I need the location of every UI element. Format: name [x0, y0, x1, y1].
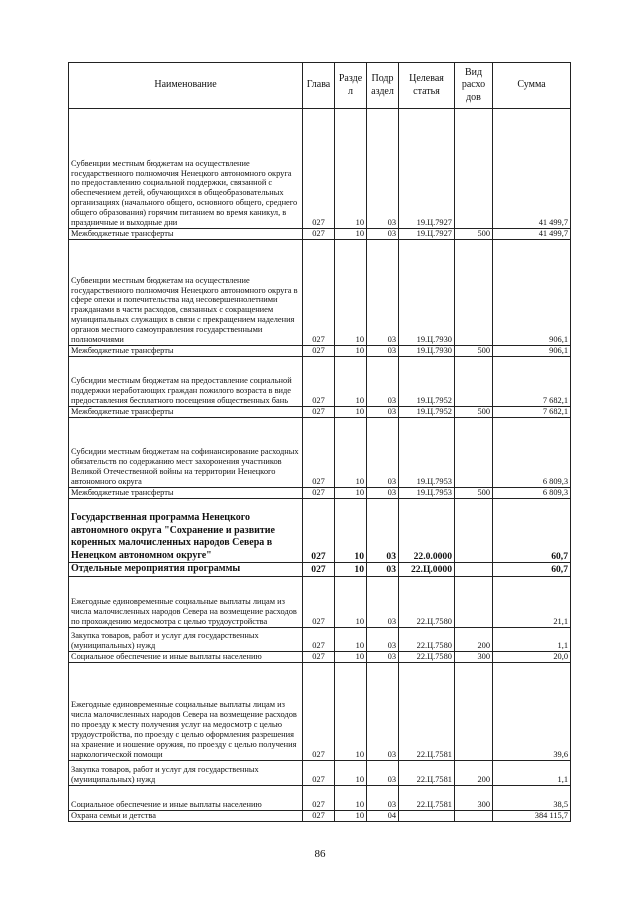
row-name: Межбюджетные трансферты [69, 229, 303, 240]
row-chapter: 027 [303, 627, 335, 651]
row-amount: 6 809,3 [493, 418, 571, 488]
row-subsection: 03 [367, 357, 399, 407]
row-section: 10 [335, 810, 367, 821]
row-amount: 6 809,3 [493, 488, 571, 499]
row-article: 19.Ц.7927 [399, 229, 455, 240]
col-header-expense-type: Вид расхо дов [455, 63, 493, 109]
table-row [69, 651, 571, 662]
table-row [69, 240, 571, 346]
row-subsection: 03 [367, 407, 399, 418]
row-expense-type: 200 [455, 760, 493, 785]
budget-sheet [68, 62, 570, 822]
row-expense-type [455, 357, 493, 407]
row-name: Межбюджетные трансферты [69, 346, 303, 357]
row-amount: 7 682,1 [493, 357, 571, 407]
row-article: 19.Ц.7953 [399, 418, 455, 488]
row-chapter: 027 [303, 357, 335, 407]
row-expense-type [455, 662, 493, 760]
row-section: 10 [335, 229, 367, 240]
row-subsection: 04 [367, 810, 399, 821]
row-expense-type [455, 499, 493, 563]
row-section: 10 [335, 563, 367, 577]
table-row [69, 662, 571, 760]
row-section: 10 [335, 627, 367, 651]
row-chapter: 027 [303, 662, 335, 760]
budget-table [68, 62, 571, 822]
row-amount: 906,1 [493, 240, 571, 346]
row-expense-type [455, 576, 493, 627]
row-article: 19.Ц.7930 [399, 240, 455, 346]
row-name: Субсидии местным бюджетам на предоставление социальной поддержки неработающих граждан пожилого возраста в виде предоставления бесплатного посещения общественных бань [71, 376, 292, 406]
row-name: Межбюджетные трансферты [69, 407, 303, 418]
row-section: 10 [335, 760, 367, 785]
row-expense-type [455, 109, 493, 229]
row-expense-type [455, 240, 493, 346]
row-article: 19.Ц.7952 [399, 407, 455, 418]
table-row [69, 109, 571, 229]
row-amount: 39,6 [493, 662, 571, 760]
col-header-chapter: Глава [303, 63, 335, 109]
row-article: 22.Ц.7581 [399, 760, 455, 785]
table-row [69, 488, 571, 499]
row-chapter: 027 [303, 240, 335, 346]
table-row [69, 418, 571, 488]
row-chapter: 027 [303, 563, 335, 577]
row-article: 19.Ц.7927 [399, 109, 455, 229]
table-row [69, 760, 571, 785]
row-name: Ежегодные единовременные социальные выплаты лицам из числа малочисленных народов Севера на возмещение расходов по прохождению медосмотра с целью трудоустройства [71, 596, 297, 626]
row-chapter: 027 [303, 651, 335, 662]
row-chapter: 027 [303, 109, 335, 229]
table-row [69, 785, 571, 810]
row-article: 22.Ц.7580 [399, 576, 455, 627]
row-section: 10 [335, 109, 367, 229]
row-amount: 1,1 [493, 760, 571, 785]
row-section: 10 [335, 418, 367, 488]
row-article: 22.Ц.7580 [399, 627, 455, 651]
row-article: 19.Ц.7930 [399, 346, 455, 357]
row-subsection: 03 [367, 418, 399, 488]
row-name: Социальное обеспечение и иные выплаты населению [71, 799, 262, 809]
row-name: Отдельные мероприятия программы [69, 563, 303, 577]
row-article: 19.Ц.7953 [399, 488, 455, 499]
row-amount: 38,5 [493, 785, 571, 810]
row-amount: 60,7 [493, 563, 571, 577]
table-row [69, 499, 571, 563]
row-name: Охрана семьи и детства [69, 810, 303, 821]
row-article: 19.Ц.7952 [399, 357, 455, 407]
row-name: Ежегодные единовременные социальные выплаты лицам из числа малочисленных народов Севера на возмещение расходов по проезду к месту получения услуг на медосмотр с целью трудоустройства, по проезду с целью оформления разрешения на хранение и ношение оружия, по проезду с целью получения наркологической помощи [71, 700, 297, 759]
row-chapter: 027 [303, 407, 335, 418]
row-name: Субсидии местным бюджетам на софинансирование расходных обязательств по содержанию мест захоронения участников Великой Отечественной войны на территории Ненецкого автономного округа [71, 447, 299, 487]
row-subsection: 03 [367, 651, 399, 662]
row-chapter: 027 [303, 488, 335, 499]
row-expense-type: 500 [455, 488, 493, 499]
table-row [69, 627, 571, 651]
row-subsection: 03 [367, 499, 399, 563]
row-amount: 41 499,7 [493, 109, 571, 229]
col-header-article: Целевая статья [399, 63, 455, 109]
page-number: 86 [314, 848, 326, 860]
row-expense-type [455, 563, 493, 577]
row-article: 22.Ц.7581 [399, 662, 455, 760]
row-subsection: 03 [367, 488, 399, 499]
table-row [69, 810, 571, 821]
row-name: Государственная программа Ненецкого автономного округа "Сохранение и развитие коренных малочисленных народов Севера в Ненецком автономном округе" [71, 512, 275, 561]
row-chapter: 027 [303, 810, 335, 821]
row-subsection: 03 [367, 109, 399, 229]
row-amount: 7 682,1 [493, 407, 571, 418]
row-amount: 1,1 [493, 627, 571, 651]
row-chapter: 027 [303, 576, 335, 627]
row-name: Закупка товаров, работ и услуг для государственных (муниципальных) нужд [71, 764, 259, 784]
header-row [69, 63, 571, 109]
row-chapter: 027 [303, 785, 335, 810]
row-expense-type: 500 [455, 346, 493, 357]
col-header-section: Разде л [335, 63, 367, 109]
row-name: Субвенции местным бюджетам на осуществление государственного полномочия Ненецкого автономного округа в сфере опеки и попечительства над несовершеннолетними гражданами в части расходов, связанных с сокращением муниципальных служащих в связи с прекращением наделения органов местного самоуправления государственными полномочиями [71, 275, 298, 345]
row-article: 22.Ц.0000 [399, 563, 455, 577]
table-row [69, 576, 571, 627]
row-section: 10 [335, 240, 367, 346]
row-expense-type: 200 [455, 627, 493, 651]
row-chapter: 027 [303, 499, 335, 563]
row-name: Субвенции местным бюджетам на осуществление государственного полномочия Ненецкого автономного округа по предоставлению социальной поддержки, связанной с обеспечением детей, обучающихся в общеобразовательных организациях (начального общего, основного общего, среднего общего образования) горячим питанием во время каникул, в праздничные и выходные дни [71, 158, 298, 228]
row-subsection: 03 [367, 563, 399, 577]
table-row [69, 563, 571, 577]
row-name: Закупка товаров, работ и услуг для государственных (муниципальных) нужд [71, 630, 259, 650]
row-amount: 60,7 [493, 499, 571, 563]
row-subsection: 03 [367, 662, 399, 760]
row-chapter: 027 [303, 229, 335, 240]
row-subsection: 03 [367, 346, 399, 357]
row-section: 10 [335, 785, 367, 810]
row-section: 10 [335, 407, 367, 418]
row-amount: 384 115,7 [493, 810, 571, 821]
row-chapter: 027 [303, 760, 335, 785]
row-chapter: 027 [303, 346, 335, 357]
row-expense-type: 500 [455, 229, 493, 240]
row-subsection: 03 [367, 627, 399, 651]
row-subsection: 03 [367, 229, 399, 240]
row-expense-type: 500 [455, 407, 493, 418]
table-row [69, 229, 571, 240]
row-section: 10 [335, 662, 367, 760]
row-subsection: 03 [367, 760, 399, 785]
row-subsection: 03 [367, 785, 399, 810]
row-section: 10 [335, 499, 367, 563]
row-article: 22.Ц.7580 [399, 651, 455, 662]
row-expense-type [455, 418, 493, 488]
row-article: 22.0.0000 [399, 499, 455, 563]
row-subsection: 03 [367, 240, 399, 346]
col-header-name: Наименование [69, 63, 303, 109]
table-row [69, 357, 571, 407]
row-subsection: 03 [367, 576, 399, 627]
row-section: 10 [335, 651, 367, 662]
row-section: 10 [335, 488, 367, 499]
row-amount: 20,0 [493, 651, 571, 662]
row-amount: 41 499,7 [493, 229, 571, 240]
row-article [399, 810, 455, 821]
table-row [69, 346, 571, 357]
row-section: 10 [335, 576, 367, 627]
row-name: Межбюджетные трансферты [69, 488, 303, 499]
row-section: 10 [335, 357, 367, 407]
table-row [69, 407, 571, 418]
row-section: 10 [335, 346, 367, 357]
row-expense-type: 300 [455, 651, 493, 662]
row-amount: 906,1 [493, 346, 571, 357]
col-header-subsection: Подр аздел [367, 63, 399, 109]
row-amount: 21,1 [493, 576, 571, 627]
row-expense-type: 300 [455, 785, 493, 810]
row-article: 22.Ц.7581 [399, 785, 455, 810]
row-expense-type [455, 810, 493, 821]
row-chapter: 027 [303, 418, 335, 488]
row-name: Социальное обеспечение и иные выплаты населению [69, 651, 303, 662]
col-header-amount: Сумма [493, 63, 571, 109]
